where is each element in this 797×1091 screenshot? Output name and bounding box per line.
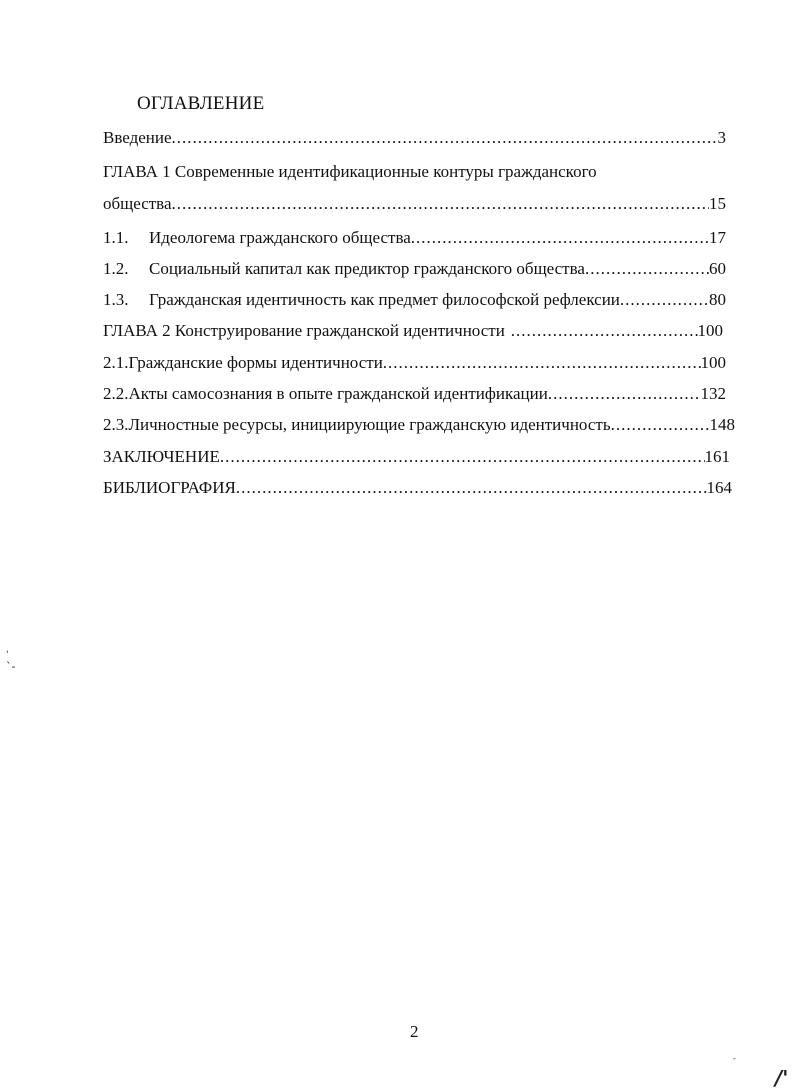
toc-entry-title: Идеологема гражданского общества bbox=[149, 228, 411, 247]
toc-entry-title: БИБЛИОГРАФИЯ bbox=[103, 478, 236, 497]
toc-entry-title: ГЛАВА 2 Конструирование гражданской идентичности bbox=[103, 321, 505, 340]
scan-artifact-mark: /' bbox=[775, 1066, 789, 1090]
toc-entry-title: 2.2.Акты самосознания в опыте гражданской идентификации bbox=[103, 384, 548, 403]
toc-entry-page: 60 bbox=[709, 259, 726, 278]
toc-leader bbox=[236, 478, 707, 498]
toc-entry-number: 1.2. bbox=[103, 259, 129, 278]
toc-leader bbox=[620, 290, 709, 310]
toc-leader bbox=[172, 128, 718, 148]
toc-entry-introduction bbox=[103, 128, 726, 148]
toc-entry-page: 80 bbox=[709, 290, 726, 309]
toc-leader bbox=[548, 384, 701, 404]
toc-entry-page: 100 bbox=[700, 353, 726, 372]
scan-artifact-mark: - bbox=[733, 1054, 736, 1063]
toc-entry-page: 164 bbox=[706, 478, 732, 497]
toc-leader bbox=[220, 447, 705, 467]
toc-leader bbox=[411, 228, 709, 248]
toc-leader bbox=[585, 259, 709, 279]
toc-entry-number: 1.3. bbox=[103, 290, 129, 309]
toc-entry-bibliography bbox=[103, 478, 732, 498]
toc-entry-2-1 bbox=[103, 353, 726, 373]
toc-entry-2-2 bbox=[103, 384, 726, 404]
scan-artifact-mark: ˋ- bbox=[6, 660, 16, 673]
toc-entry-page: 100 bbox=[697, 321, 723, 340]
toc-leader bbox=[611, 415, 710, 435]
toc-entry-title: ЗАКЛЮЧЕНИЕ bbox=[103, 447, 220, 466]
toc-leader bbox=[172, 194, 709, 214]
toc-heading: ОГЛАВЛЕНИЕ bbox=[137, 93, 265, 114]
toc-entry-title: 2.3.Личностные ресурсы, инициирующие гражданскую идентичность bbox=[103, 415, 611, 434]
toc-entry-title: Гражданская идентичность как предмет философской рефлексии bbox=[149, 290, 620, 309]
scan-artifact-mark: ' bbox=[6, 650, 9, 660]
toc-entry-1-2 bbox=[103, 259, 726, 279]
toc-entry-page: 15 bbox=[709, 194, 726, 213]
toc-entry-page: 17 bbox=[709, 228, 726, 247]
toc-entry-chapter1-line1: ГЛАВА 1 Современные идентификационные контуры гражданского bbox=[103, 162, 597, 181]
toc-entry-chapter1 bbox=[103, 194, 726, 214]
toc-entry-page: 148 bbox=[709, 415, 735, 434]
toc-entry-1-3 bbox=[103, 290, 726, 310]
toc-entry-title: Введение bbox=[103, 128, 172, 147]
toc-entry-title: общества bbox=[103, 194, 172, 213]
toc-entry-page: 161 bbox=[704, 447, 730, 466]
toc-leader bbox=[511, 321, 698, 341]
page-number: 2 bbox=[410, 1022, 419, 1041]
toc-entry-page: 3 bbox=[717, 128, 726, 147]
toc-entry-number: 1.1. bbox=[103, 228, 129, 247]
toc-entry-2-3 bbox=[103, 415, 735, 435]
toc-entry-1-1 bbox=[103, 228, 726, 248]
toc-entry-chapter2 bbox=[103, 321, 723, 341]
toc-entry-page: 132 bbox=[700, 384, 726, 403]
toc-leader bbox=[383, 353, 701, 373]
toc-entry-conclusion bbox=[103, 447, 730, 467]
toc-entry-title: 2.1.Гражданские формы идентичности bbox=[103, 353, 383, 372]
toc-entry-title: Социальный капитал как предиктор гражданского общества bbox=[149, 259, 585, 278]
